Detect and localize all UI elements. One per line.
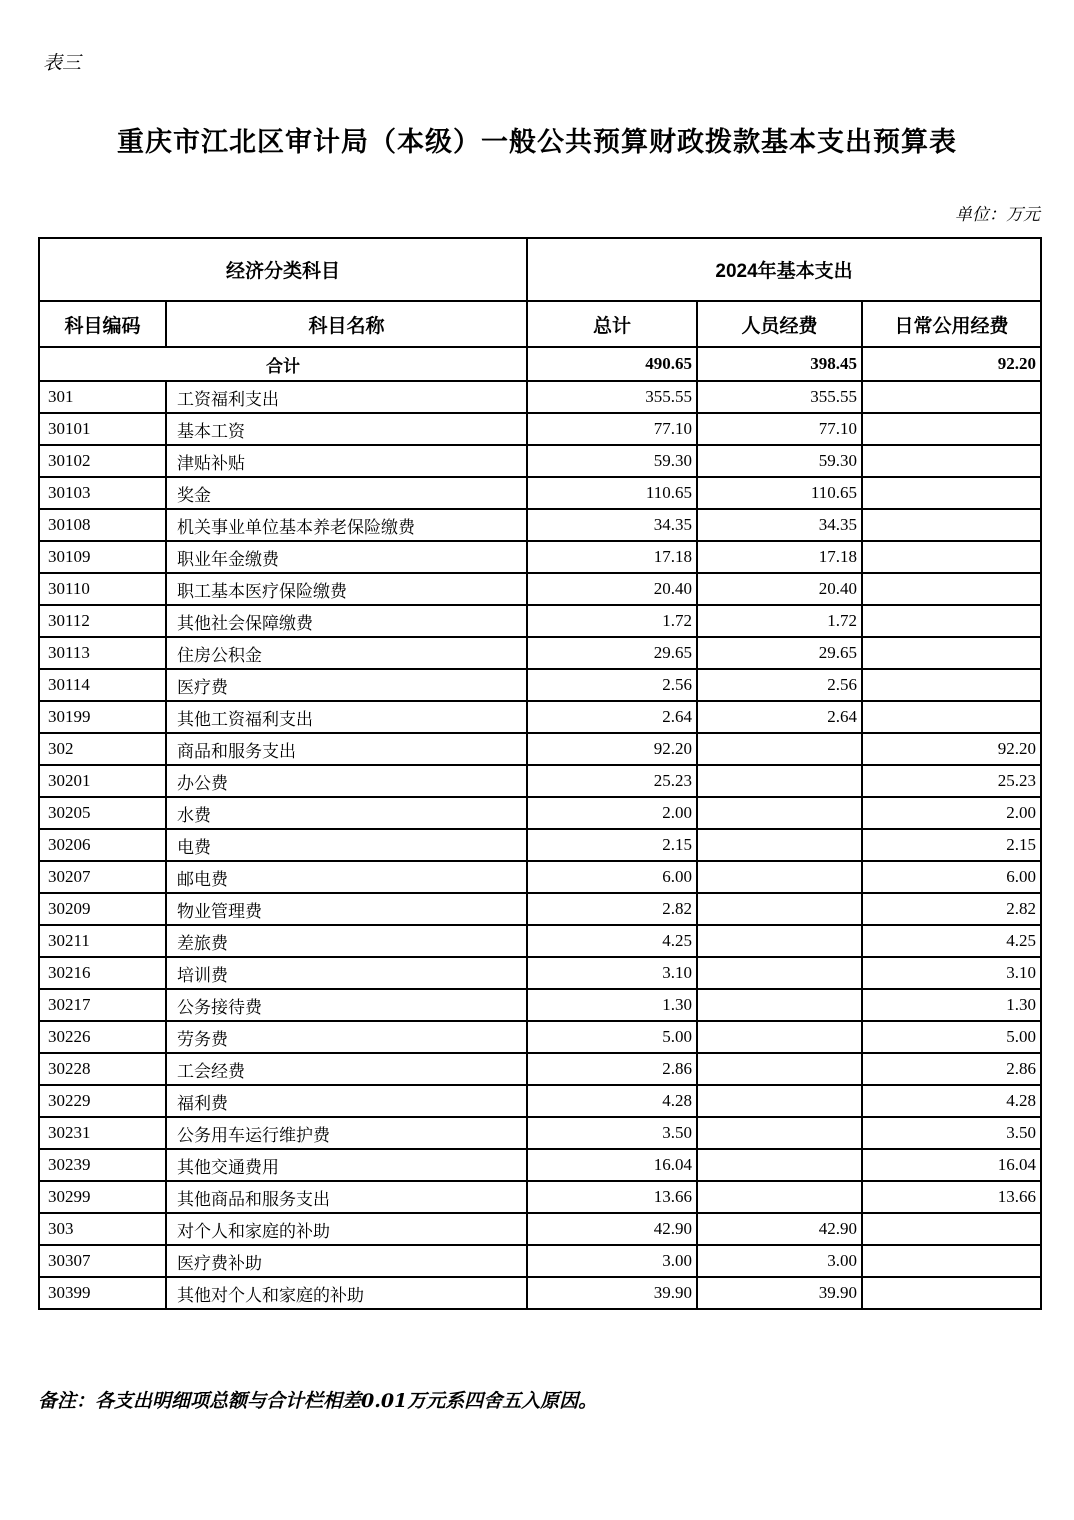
table-row [39, 605, 1041, 637]
personnel-value-cell: 77.10 [697, 413, 862, 445]
public-value-cell: 92.20 [862, 733, 1041, 765]
personnel-value-cell [697, 1053, 862, 1085]
subject-code-cell: 30206 [39, 829, 166, 861]
total-value-cell: 39.90 [527, 1277, 697, 1309]
personnel-value-cell [697, 797, 862, 829]
public-value-cell: 2.00 [862, 797, 1041, 829]
subject-name-cell: 其他对个人和家庭的补助 [166, 1277, 527, 1309]
total-value-cell: 2.56 [527, 669, 697, 701]
personnel-value-cell: 39.90 [697, 1277, 862, 1309]
total-value-cell: 110.65 [527, 477, 697, 509]
table-row [39, 381, 1041, 413]
table-row [39, 925, 1041, 957]
subject-code-cell: 30239 [39, 1149, 166, 1181]
subject-code-cell: 30216 [39, 957, 166, 989]
subject-code-cell: 30231 [39, 1117, 166, 1149]
header-economic-classification: 经济分类科目 [39, 238, 527, 301]
table-row [39, 1149, 1041, 1181]
table-row [39, 1181, 1041, 1213]
subject-code-cell: 302 [39, 733, 166, 765]
personnel-value-cell [697, 765, 862, 797]
subject-name-cell: 基本工资 [166, 413, 527, 445]
subject-name-cell: 福利费 [166, 1085, 527, 1117]
total-row-public: 92.20 [862, 347, 1041, 381]
total-value-cell: 2.64 [527, 701, 697, 733]
personnel-value-cell: 3.00 [697, 1245, 862, 1277]
subject-name-cell: 工资福利支出 [166, 381, 527, 413]
subject-name-cell: 电费 [166, 829, 527, 861]
total-row-total: 490.65 [527, 347, 697, 381]
table-row [39, 957, 1041, 989]
subject-name-cell: 职业年金缴费 [166, 541, 527, 573]
public-value-cell [862, 509, 1041, 541]
subject-name-cell: 机关事业单位基本养老保险缴费 [166, 509, 527, 541]
public-value-cell [862, 477, 1041, 509]
table-body [39, 347, 1041, 1309]
total-value-cell: 1.30 [527, 989, 697, 1021]
subject-code-cell: 30307 [39, 1245, 166, 1277]
public-value-cell: 2.82 [862, 893, 1041, 925]
total-value-cell: 92.20 [527, 733, 697, 765]
table-row [39, 1245, 1041, 1277]
unit-note: 单位：万元 [955, 205, 1040, 225]
subject-code-cell: 303 [39, 1213, 166, 1245]
total-value-cell: 355.55 [527, 381, 697, 413]
table-row [39, 701, 1041, 733]
public-value-cell [862, 541, 1041, 573]
subject-name-cell: 办公费 [166, 765, 527, 797]
subject-code-cell: 30108 [39, 509, 166, 541]
subject-name-cell: 奖金 [166, 477, 527, 509]
total-value-cell: 5.00 [527, 1021, 697, 1053]
subject-code-cell: 30211 [39, 925, 166, 957]
subject-name-cell: 差旅费 [166, 925, 527, 957]
table-row [39, 1117, 1041, 1149]
subject-name-cell: 水费 [166, 797, 527, 829]
personnel-value-cell [697, 1021, 862, 1053]
table-row [39, 573, 1041, 605]
sheet-label: 表三 [43, 52, 82, 74]
total-value-cell: 3.10 [527, 957, 697, 989]
personnel-value-cell [697, 957, 862, 989]
table-row [39, 637, 1041, 669]
subject-name-cell: 医疗费 [166, 669, 527, 701]
total-value-cell: 29.65 [527, 637, 697, 669]
total-value-cell: 2.15 [527, 829, 697, 861]
personnel-value-cell: 34.35 [697, 509, 862, 541]
subject-code-cell: 30209 [39, 893, 166, 925]
column-header-subject-code: 科目编码 [39, 301, 166, 347]
table-row [39, 1053, 1041, 1085]
subject-code-cell: 30109 [39, 541, 166, 573]
total-value-cell: 59.30 [527, 445, 697, 477]
subject-code-cell: 30229 [39, 1085, 166, 1117]
table-row [39, 509, 1041, 541]
public-value-cell [862, 1245, 1041, 1277]
subject-code-cell: 30114 [39, 669, 166, 701]
subject-code-cell: 30205 [39, 797, 166, 829]
subject-code-cell: 30207 [39, 861, 166, 893]
subject-name-cell: 对个人和家庭的补助 [166, 1213, 527, 1245]
total-value-cell: 2.00 [527, 797, 697, 829]
total-value-cell: 16.04 [527, 1149, 697, 1181]
subject-code-cell: 30228 [39, 1053, 166, 1085]
public-value-cell [862, 1213, 1041, 1245]
table-row [39, 1277, 1041, 1309]
total-value-cell: 6.00 [527, 861, 697, 893]
table-row [39, 669, 1041, 701]
table-row [39, 893, 1041, 925]
footnote: 备注：各支出明细项总额与合计栏相差0.01万元系四舍五入原因。 [38, 1390, 598, 1412]
subject-code-cell: 30102 [39, 445, 166, 477]
table-row [39, 477, 1041, 509]
table-row [39, 541, 1041, 573]
personnel-value-cell: 59.30 [697, 445, 862, 477]
subject-name-cell: 工会经费 [166, 1053, 527, 1085]
total-value-cell: 17.18 [527, 541, 697, 573]
table-row [39, 989, 1041, 1021]
public-value-cell: 13.66 [862, 1181, 1041, 1213]
column-header-subject-name: 科目名称 [166, 301, 527, 347]
table-row [39, 445, 1041, 477]
subject-name-cell: 培训费 [166, 957, 527, 989]
subject-code-cell: 30201 [39, 765, 166, 797]
personnel-value-cell: 2.56 [697, 669, 862, 701]
subject-code-cell: 30112 [39, 605, 166, 637]
subject-code-cell: 30199 [39, 701, 166, 733]
personnel-value-cell [697, 925, 862, 957]
public-value-cell [862, 573, 1041, 605]
public-value-cell: 6.00 [862, 861, 1041, 893]
personnel-value-cell [697, 989, 862, 1021]
subject-code-cell: 30103 [39, 477, 166, 509]
subject-name-cell: 公务用车运行维护费 [166, 1117, 527, 1149]
table-row [39, 861, 1041, 893]
total-value-cell: 77.10 [527, 413, 697, 445]
subject-name-cell: 职工基本医疗保险缴费 [166, 573, 527, 605]
total-value-cell: 20.40 [527, 573, 697, 605]
personnel-value-cell: 29.65 [697, 637, 862, 669]
subject-name-cell: 其他社会保障缴费 [166, 605, 527, 637]
total-value-cell: 4.28 [527, 1085, 697, 1117]
subject-code-cell: 301 [39, 381, 166, 413]
public-value-cell: 2.15 [862, 829, 1041, 861]
public-value-cell: 4.28 [862, 1085, 1041, 1117]
header-columns-row [39, 301, 1041, 347]
public-value-cell: 25.23 [862, 765, 1041, 797]
subject-name-cell: 住房公积金 [166, 637, 527, 669]
subject-name-cell: 商品和服务支出 [166, 733, 527, 765]
header-2024-basic-expenditure: 2024年基本支出 [527, 238, 1041, 301]
subject-code-cell: 30299 [39, 1181, 166, 1213]
personnel-value-cell [697, 829, 862, 861]
personnel-value-cell: 355.55 [697, 381, 862, 413]
personnel-value-cell: 17.18 [697, 541, 862, 573]
total-value-cell: 34.35 [527, 509, 697, 541]
table-row [39, 1085, 1041, 1117]
total-value-cell: 42.90 [527, 1213, 697, 1245]
total-value-cell: 1.72 [527, 605, 697, 637]
personnel-value-cell: 2.64 [697, 701, 862, 733]
table-row [39, 765, 1041, 797]
public-value-cell [862, 413, 1041, 445]
table-row [39, 1213, 1041, 1245]
subject-name-cell: 劳务费 [166, 1021, 527, 1053]
total-value-cell: 2.82 [527, 893, 697, 925]
column-header-personnel-funds: 人员经费 [697, 301, 862, 347]
personnel-value-cell [697, 1149, 862, 1181]
table-row [39, 413, 1041, 445]
page-title: 重庆市江北区审计局（本级）一般公共预算财政拨款基本支出预算表 [117, 127, 957, 157]
subject-code-cell: 30110 [39, 573, 166, 605]
subject-name-cell: 其他工资福利支出 [166, 701, 527, 733]
subject-code-cell: 30101 [39, 413, 166, 445]
total-value-cell: 2.86 [527, 1053, 697, 1085]
public-value-cell: 3.10 [862, 957, 1041, 989]
personnel-value-cell [697, 733, 862, 765]
total-value-cell: 3.00 [527, 1245, 697, 1277]
public-value-cell: 16.04 [862, 1149, 1041, 1181]
total-value-cell: 3.50 [527, 1117, 697, 1149]
personnel-value-cell [697, 893, 862, 925]
personnel-value-cell [697, 861, 862, 893]
subject-name-cell: 物业管理费 [166, 893, 527, 925]
budget-table [38, 237, 1042, 1310]
public-value-cell [862, 605, 1041, 637]
total-row-label: 合计 [39, 347, 527, 381]
total-value-cell: 25.23 [527, 765, 697, 797]
public-value-cell: 4.25 [862, 925, 1041, 957]
personnel-value-cell [697, 1085, 862, 1117]
public-value-cell [862, 1277, 1041, 1309]
table-row [39, 829, 1041, 861]
personnel-value-cell [697, 1117, 862, 1149]
public-value-cell [862, 669, 1041, 701]
public-value-cell [862, 445, 1041, 477]
total-row [39, 347, 1041, 381]
public-value-cell: 1.30 [862, 989, 1041, 1021]
subject-name-cell: 其他交通费用 [166, 1149, 527, 1181]
personnel-value-cell: 20.40 [697, 573, 862, 605]
table-row [39, 733, 1041, 765]
public-value-cell: 5.00 [862, 1021, 1041, 1053]
subject-code-cell: 30399 [39, 1277, 166, 1309]
public-value-cell [862, 637, 1041, 669]
public-value-cell: 3.50 [862, 1117, 1041, 1149]
public-value-cell: 2.86 [862, 1053, 1041, 1085]
public-value-cell [862, 701, 1041, 733]
subject-name-cell: 公务接待费 [166, 989, 527, 1021]
header-group-row [39, 238, 1041, 301]
total-row-personnel: 398.45 [697, 347, 862, 381]
subject-name-cell: 邮电费 [166, 861, 527, 893]
subject-code-cell: 30113 [39, 637, 166, 669]
subject-name-cell: 医疗费补助 [166, 1245, 527, 1277]
personnel-value-cell: 42.90 [697, 1213, 862, 1245]
public-value-cell [862, 381, 1041, 413]
subject-code-cell: 30217 [39, 989, 166, 1021]
personnel-value-cell: 1.72 [697, 605, 862, 637]
personnel-value-cell [697, 1181, 862, 1213]
personnel-value-cell: 110.65 [697, 477, 862, 509]
column-header-total: 总计 [527, 301, 697, 347]
subject-name-cell: 津贴补贴 [166, 445, 527, 477]
subject-name-cell: 其他商品和服务支出 [166, 1181, 527, 1213]
table-row [39, 1021, 1041, 1053]
total-value-cell: 13.66 [527, 1181, 697, 1213]
column-header-daily-public-funds: 日常公用经费 [862, 301, 1041, 347]
subject-code-cell: 30226 [39, 1021, 166, 1053]
table-row [39, 797, 1041, 829]
total-value-cell: 4.25 [527, 925, 697, 957]
